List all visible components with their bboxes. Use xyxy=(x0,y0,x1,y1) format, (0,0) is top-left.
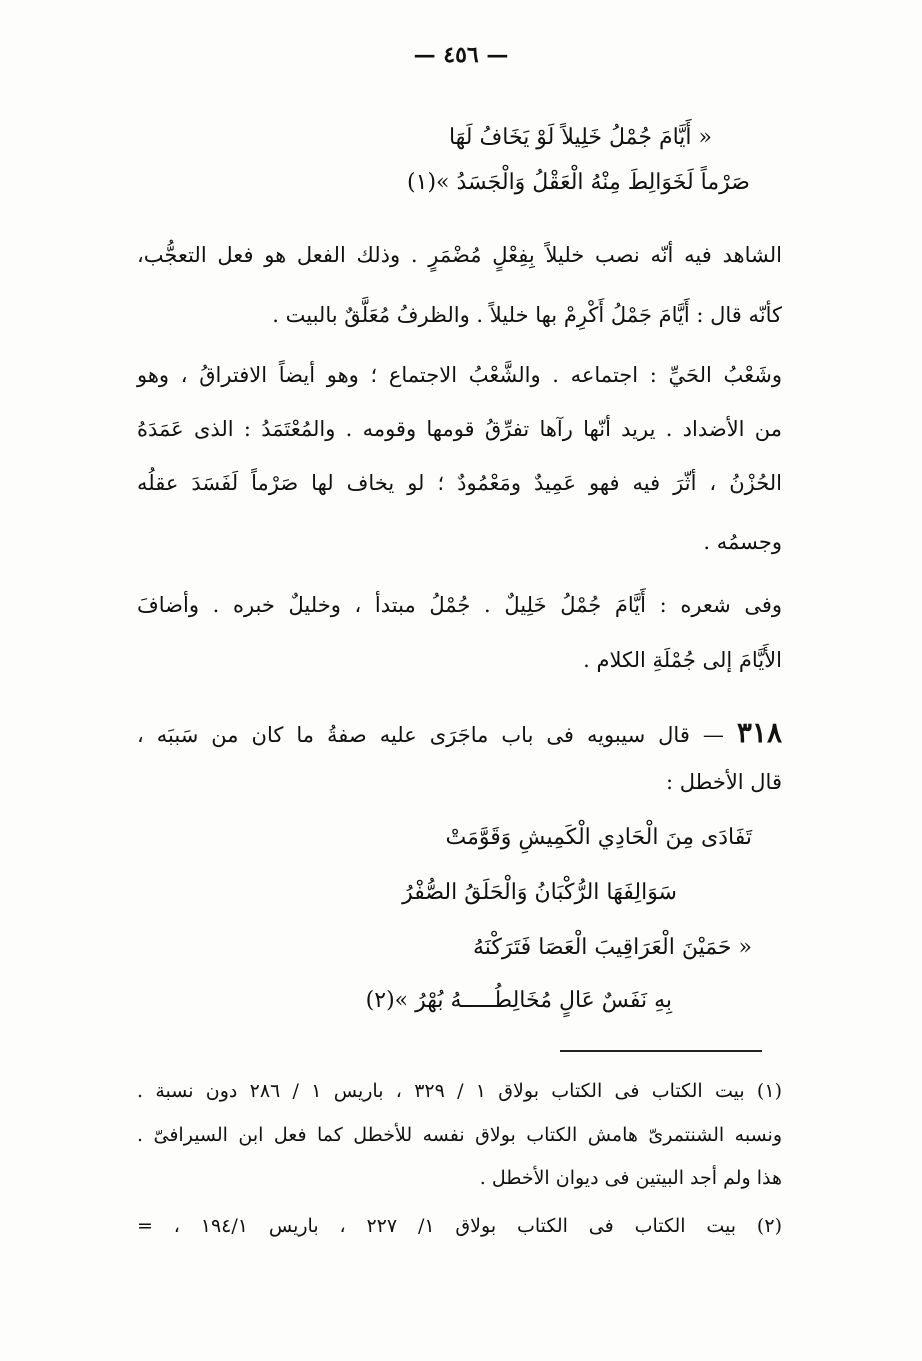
verse-1-line-1: « أَيَّامَ جُمْلُ خَلِيلاً لَوْ يَخَافُ لَهَا xyxy=(448,125,712,150)
verse-2-line-2: سَوَالِفَهَا الرُّكْبَانُ وَالْحَلَقُ الصُّفْرُ xyxy=(402,880,677,905)
paragraph-2-line-2: من الأضداد . يريد أنّها رآها تفرِّقُ قومها وقومه . والمُعْتَمَدُ : الذى عَمَدَهُ xyxy=(137,417,782,441)
entry-318-heading: — قال سيبويه فى باب ماجَرَى عليه صفةُ ما كان من سَببَه ، xyxy=(137,723,724,747)
verse-2-line-1: تَفَادَى مِنَ الْحَادِي الْكَمِيشِ وَقَوَّمَتْ xyxy=(445,825,752,850)
paragraph-1-line-2: كأنّه قال : أَيَّامَ جَمْلُ أَكْرِمْ بها خليلاً . والظرفُ مُعَلَّقٌ بالبيت . xyxy=(272,303,782,327)
footnote-1-line-1: (١) بيت الكتاب فى الكتاب بولاق ١ / ٣٢٩ ، باريس ١ / ٢٨٦ دون نسبة . xyxy=(137,1080,782,1102)
footnote-divider xyxy=(560,1050,762,1052)
entry-number: ٣١٨ xyxy=(736,716,782,749)
entry-318-line-1 xyxy=(137,716,782,750)
paragraph-3-line-1: وفى شعره : أَيَّامَ جُمْلُ خَلِيلٌ . جُمْلُ مبتدأ ، وخليلٌ خبره . وأضافَ xyxy=(137,593,782,617)
page-number: — ٤٥٦ — xyxy=(413,42,509,68)
footnote-2-line-1: (٢) بيت الكتاب فى الكتاب بولاق ١/ ٢٢٧ ، باريس ١٩٤/١ ، = xyxy=(137,1215,782,1237)
paragraph-1-line-1: الشاهد فيه أنّه نصب خليلاً بِفِعْلٍ مُضْمَرٍ . وذلك الفعل هو فعل التعجُّب، xyxy=(137,243,782,267)
verse-1-line-2: صَرْماً لَخَوَالِطَ مِنْهُ الْعَقْلُ وَالْجَسَدُ »(١) xyxy=(407,170,750,195)
footnote-1-line-2: ونسبه الشنتمرىّ هامش الكتاب بولاق نفسه للأخطل كما فعل ابن السيرافىّ . xyxy=(137,1124,782,1146)
verse-2-line-3: « حَمَيْنَ الْعَرَاقِيبَ الْعَصَا فَتَرَكْنَهُ xyxy=(473,935,752,960)
paragraph-2-line-4: وجسمُه . xyxy=(703,530,782,554)
paragraph-2-line-3: الحُزْنُ ، أثّرَ فيه فهو عَمِيدٌ ومَعْمُودٌ ؛ لو يخاف لها صَرْماً لَفَسَدَ عقلُه xyxy=(137,471,782,495)
paragraph-2-line-1: وشَعْبُ الحَيِّ : اجتماعه . والشَّعْبُ الاجتماع ؛ وهو أيضاً الافتراقُ ، وهو xyxy=(137,363,782,387)
paragraph-3-line-2: الأَيَّامَ إلى جُمْلَةِ الكلام . xyxy=(583,648,782,672)
verse-2-line-4: بِهِ نَفَسٌ عَالٍ مُخَالِطُـــــهُ بُهْرُ »(٢) xyxy=(365,988,672,1013)
entry-318-line-2: قال الأخطل : xyxy=(665,770,782,794)
footnote-1-line-3: هذا ولم أجد البيتين فى ديوان الأخطل . xyxy=(479,1167,782,1189)
